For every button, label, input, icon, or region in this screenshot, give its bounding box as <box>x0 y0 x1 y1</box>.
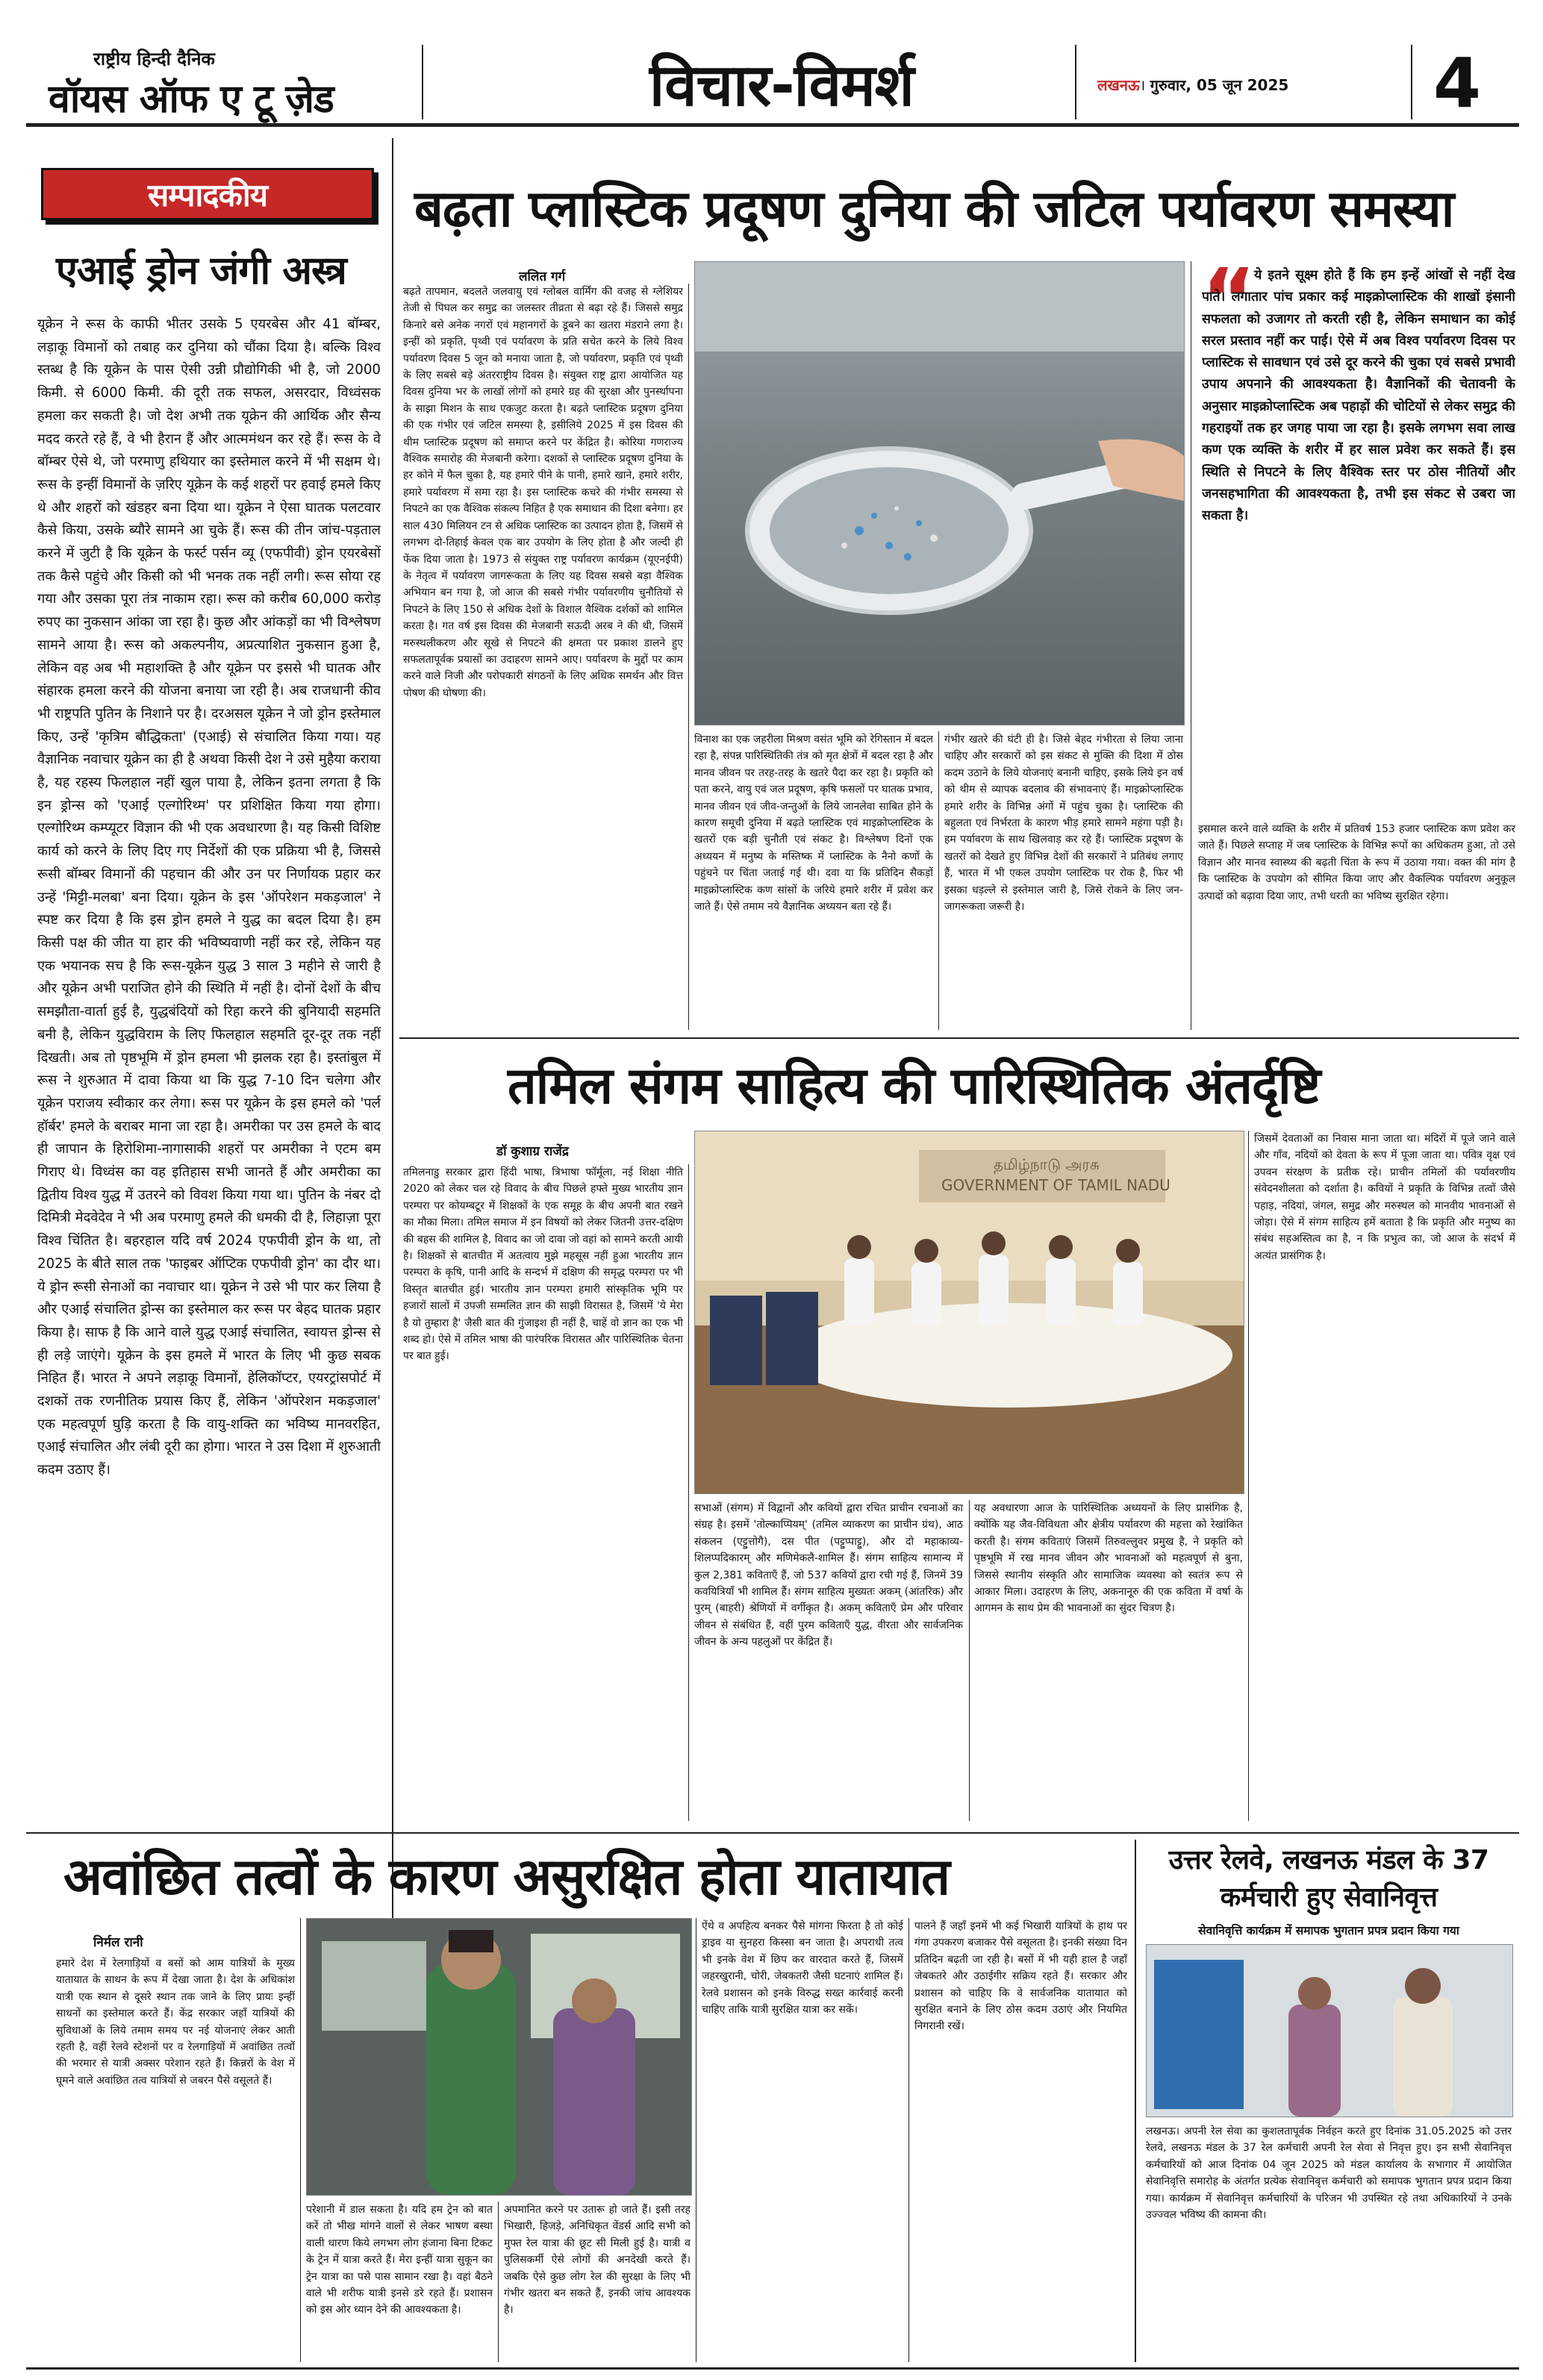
dateline-city: लखनऊ <box>1097 76 1140 94</box>
column-divider <box>392 138 393 1925</box>
dateline-date: गुरुवार, 05 जून 2025 <box>1150 76 1289 94</box>
masthead-name: वॉयस ऑफ ए टू ज़ेड <box>49 77 334 122</box>
article3-col5: पालने हैं जहाँ इनमें भी कई भिखारी यात्रियों के हाथ पर गंगा उपकरण बजाकर पैसे वसूलता है। इनकी संख्या दिन प्रतिदिन बढ़ती जा रही है। बसों में भी यही हाल है जहाँ जेबकतरे और उठाईगीर सक्रिय रहते हैं। सरकार और प्रशासन को चाहिए कि वे सार्वजनिक यातायात को सुरक्षित बनाने के लिए ठोस कदम उठाएं और नियमित निगरानी रखें। <box>914 1920 1127 2033</box>
train-passengers-photo <box>306 1918 692 2196</box>
article1-col1: बढ़ते तापमान, बदलते जलवायु एवं ग्लोबल वार्मिंग की वजह से ग्लेशियर तेजी से पिघल कर समुद्र का जलस्तर तीव्रता से बढ़ा रहे हैं। जिससे समुद्र किनारे बसे अनेक नगरों एवं महानगरों के डूबने का खतरा मंडराने लगा है। इन्हीं को प्रकृति, पृथ्वी एवं पर्यावरण के प्रति सचेत करने के लिये विश्व पर्यावरण दिवस 5 जून को मनाया जाता है, जो पर्यावरण, प्रकृति एवं पृथ्वी के लिए सबसे बड़े अंतरराष्ट्रीय दिवस है। संयुक्त राष्ट्र द्वारा आयोजित यह दिवस दुनिया भर के लाखों लोगों को हमारे ग्रह की सुरक्षा और पुनर्स्थापना के साझा मिशन के साथ एकजुट करता है। बढ़ते प्लास्टिक प्रदूषण दुनिया की एक गंभीर एवं जटिल समस्या है, इसीलिये 2025 में इस दिवस की थीम प्लास्टिक प्रदूषण को समाप्त करने पर केंद्रित है। कोरिया गणराज्य वैश्विक समारोह की मेजबानी करेगा। दशकों से प्लास्टिक प्रदूषण दुनिया के हर कोने में फैल चुका है, यह हमारे पीने के पानी, हमारे खाने, हमारे शरीर, हमारे पर्यावरण में समा रहा है। इस प्लास्टिक कचरे की गंभीर समस्या से निपटने का एक वैश्विक संकल्प निहित है एक समाधान की दिशा बनेगा। हर साल 430 मिलियन टन से अधिक प्लास्टिक का उत्पादन होता है, जिसमें से लगभग दो-तिहाई केवल एक बार उपयोग के लिए होता है और जल्दी ही फेंक दिया जाता है। 1973 से संयुक्त राष्ट्र पर्यावरण कार्यक्रम (यूएनईपी) के नेतृत्व में पर्यावरण जागरूकता के लिए यह दिवस सबसे बड़ा वैश्विक अभियान बन गया है, जो आज की सबसे गंभीर पर्यावरणीय चुनौतियों से निपटने के लिए 150 से अधिक देशों के विशाल वैश्विक दर्शकों को शामिल करता है। गत वर्ष इस दिवस की मेजबानी सऊदी अरब ने की थी, जिसमें मरुस्थलीकरण और सूखे से निपटने की क्षमता पर प्रकाश डालने हुए सफलतापूर्वक प्रयासों का उदाहरण सामने आए। पर्यावरण के मुद्दों पर काम करने वाले निजी और परोपकारी संगठनों के लिए अधिक समर्थन और वित्त पोषण की घोषणा की। <box>403 286 683 699</box>
column-divider <box>498 2202 499 2362</box>
column-divider <box>938 731 939 1030</box>
article3-col3: अपमानित करने पर उतारू हो जाते हैं। इसी तरह भिखारी, हिजड़े, अनिधिकृत वेंडर्स आदि सभी को मुफ्त रेल यात्रा की छूट सी मिली हुई है। यात्री व पुलिसकर्मी ऐसे लोगों की अनदेखी करते हैं। जबकि ऐसे कुछ लोग रेल की सुरक्षा के लिए भी गंभीर खतरा बन सकते हैं, इनकी जांच आवश्यक है। <box>504 2204 691 2317</box>
news-headline: उत्तर रेलवे, लखनऊ मंडल के 37 कर्मचारी हुए सेवानिवृत्त <box>1168 1845 1489 1913</box>
column-divider <box>1135 1840 1136 2362</box>
article1-quote-mark: “ <box>1202 251 1256 346</box>
editorial-label: सम्पादकीय <box>147 177 268 213</box>
train-illustration <box>307 1919 691 2195</box>
article1-lower-col2: गंभीर खतरे की घंटी ही है। जिसे बेहद गंभीरता से लिया जाना चाहिए और सरकारों को इस संकट से मुक्ति की दिशा में ठोस कदम उठाने के लिये योजनाएं बनानी चाहिए, इसके लिये इन वर्ष को थीम से व्यापक बदलाव की संभावनाएं हैं। माइक्रोप्लास्टिक हमारे शरीर के विभिन्न अंगों में पहुंच चुका है। प्लास्टिक की बहुलता एवं निर्भरता के कारण भीड़ हमारे सामने महंगा पड़ी है। हम पर्यावरण के साथ खिलवाड़ कर रहे हैं। प्लास्टिक प्रदूषण के खतरों को देखते हुए विभिन्न देशों की सरकारों ने प्रतिबंध लगाए हैं, भारत में भी एकल उपयोग प्लास्टिक पर रोक है, फिर भी इसका धड़ल्ले से इस्तेमाल जारी है, जिसे रोकने के लिए जन-जागरूकता जरूरी है। <box>944 734 1183 913</box>
masthead-divider <box>1411 45 1412 119</box>
section-rule <box>399 1037 1519 1039</box>
column-divider <box>1248 1131 1249 1821</box>
article3-byline: निर्मल रानी <box>93 1935 143 1950</box>
column-divider <box>908 1918 909 2362</box>
editorial-body: यूक्रेन ने रूस के काफी भीतर उसके 5 एयरबेस और 41 बॉम्बर, लड़ाकू विमानों को तबाह कर दुनिया को चौंका दिया है। बल्कि विश्व स्तब्ध है कि यूक्रेन के पास ऐसी उन्नी प्रौद्योगिकी भी है, जो 2000 किमी. से 6000 किमी. की दूरी तक सफल, असरदार, विध्वंसक हमला कर सकती है। जो देश अभी तक यूक्रेन की आर्थिक और सैन्य मदद करते रहे हैं, वे भी हैरान हैं और आत्ममंथन कर रहे हैं। रूस के वे बॉम्बर ऐसे थे, जो परमाणु हथियार का इस्तेमाल करने में भी सक्षम थे। रूस के इन्हीं विमानों के ज़रिए यूक्रेन के कई शहरों पर हवाई हमले किए थे और शहरों को खंडहर बना दिया था। यूक्रेन ने ऐसा घातक पलटवार कैसे किया, उसके ब्यौरे सामने आ चुके हैं। रूस की तीन जांच-पड़ताल करने में जुटी है कि यूक्रेन के फर्स्ट पर्सन व्यू (एफपीवी) ड्रोन एयरबेसों तक कैसे पहुंचे और किसी को भी भनक तक नहीं लगी। रूस सोया रह गया और उसका पूरा तंत्र नाकाम रहा। रूस को करीब 60,000 करोड़ रुपए का नुकसान आंका जा रहा है। कुछ और आंकड़ों का भी विश्लेषण सामने आया है। रूस को अकल्पनीय, अप्रत्याशित नुकसान हुआ है, लेकिन वह अब भी महाशक्ति है और यूक्रेन पर इससे भी घातक और संहारक हमला करने की योजना बनाया जा रही है। अब राजधानी कीव भी राष्ट्रपति पुतिन के निशाने पर है। दरअसल यूक्रेन ने जो ड्रोन इस्तेमाल किए, उन्हें 'कृत्रिम बौद्धिकता' (एआई) से संचालित किया गया। यह वैज्ञानिक नवाचार यूक्रेन का ही है अथवा किसी देश ने उसे मुहैया कराया है, यह रहस्य फिलहाल नहीं खुल पाया है, लेकिन इतना लगता है कि इन ड्रोन्स को 'एआई एल्गोरिथ्म' पर प्रशिक्षित किया गया होगा। एल्गोरिथ्म कम्प्यूटर विज्ञान की भी एक अवधारणा है। यह किसी विशिष्ट कार्य को करने के लिए दिए गए निर्देशों की एक प्रक्रिया भी है, जिससे रूसी बॉम्बर विमानों की पहचान की और उन पर निर्णायक प्रहार कर उन्हें 'मिट्टी-मलबा' बना दिया। यूक्रेन के इस 'ऑपरेशन मकड़जाल' ने स्पष्ट कर दिया है कि इस ड्रोन हमले ने युद्ध का बदल दिया है। हम किसी पक्ष की जीत या हार की भविष्यवाणी नहीं कर रहे, लेकिन यह एक भयानक सच है कि रूस-यूक्रेन युद्ध 3 साल 3 महीने से जारी है और यूक्रेन अभी पराजित होने की स्थिति में नहीं है। दोनों देशों के बीच समझौता-वार्ता हुई है, युद्धबंदियों को रिहा करने की बुनियादी सहमति बनी है, लेकिन युद्धविराम के लिए फिलहाल सहमति दूर-दूर तक नहीं दिखती। अब तो पृष्ठभूमि में ड्रोन हमला भी झलक रहा है। इस्तांबुल में रूस ने शुरुआत में दावा किया था कि युद्ध 7-10 दिन चलेगा और यूक्रेन पराजय स्वीकार कर लेगा। रूस पर यूक्रेन के इस हमले को 'पर्ल हॉर्बर' हमले के बराबर माना जा रहा है। अमरीका पर उस हमले के बाद ही जापान के हिरोशिमा-नागासाकी शहरों पर अमरीका ने एटम बम गिराए थे। विध्वंस का वह इतिहास सभी जानते हैं और अमरीका का द्वितीय विश्व युद्ध में उतरने को विवश किया गया था। पुतिन के नंबर दो दिमित्री मेदवेदेव ने भी अब परमाणु हमले की धमकी दी है, लिहाज़ा पूरा विश्व चिंतित है। बहरहाल यदि वर्ष 2024 एफपीवी ड्रोन के था, तो 2025 के बीते साल तक 'फाइबर ऑप्टिक एफपीवी ड्रोन' का दौर था। ये ड्रोन रूसी सेनाओं का नवाचार था। यूक्रेन ने उसे भी पार कर लिया है और एआई संचालित ड्रोन्स का इस्तेमाल कर रूस पर बेहद घातक प्रहार किया है। साफ है कि आने वाले युद्ध एआई संचालित, स्वायत्त ड्रोन्स से ही लड़े जाएंगे। यूक्रेन के इस हमले में भारत के लिए भी कुछ सबक निहित हैं। भारत ने अपने लड़ाकू विमानों, हेलिकॉप्टर, एयरट्रांसपोर्ट में दशकों तक रणनीतिक प्रयास किए हैं, लेकिन 'ऑपरेशन मकड़जाल' एक महत्वपूर्ण घुड़ि करता है कि वायु-शक्ति का भविष्य मानवरहित, एआई संचालित और लंबी दूरी का होगा। भारत ने उस दिशा में शुरुआती कदम उठाए हैं। <box>37 316 381 1478</box>
article2-col3: यह अवधारणा आज के पारिस्थितिक अध्ययनों के लिए प्रासंगिक है, क्योंकि यह जैव-विविधता और क्षेत्रीय पर्यावरण की महत्ता को रेखांकित करती है। संगम कविताएं जिसमें तिरुवल्लुवर प्रमुख है, ने प्रकृति को पृष्ठभूमि में रख मानव जीवन और भावनाओं को महत्वपूर्ण से बुना, जिससे स्थानीय संस्कृति और सामाजिक व्यवस्था को स्वतंत्र रूप से आकार मिला। उदाहरण के लिए, अकनानूरु की एक कविता में वर्षा के आगमन के साथ प्रेम की भावनाओं का सुंदर चित्रण है। <box>974 1502 1243 1615</box>
retirement-ceremony-photo <box>1146 1944 1513 2117</box>
article2-col1: तमिलनाडु सरकार द्वारा हिंदी भाषा, त्रिभाषा फॉर्मूला, नई शिक्षा नीति 2020 को लेकर चल रहे विवाद के बीच पिछले हफ्ते मुख्य भारतीय ज्ञान परम्परा पर कोयम्बटूर में शिक्षकों के एक समूह के बीच अपनी बात रखने का मौका मिला। तमिल समाज में इन विषयों को लेकर जितनी उत्तर-दक्षिण की बहस की शामिल है, विवाद का जो दावा जो वहां को सामने करती आयी है। शिक्षकों से बातचीत में अतत्वाय मुझे महसूस नहीं हुआ भारतीय ज्ञान परम्परा के कृषि, पानी आदि के सन्दर्भ में दक्षिण की समृद्ध परम्परा पर भी विस्तृत बातचीत हुई। भारतीय ज्ञान परम्परा हमारी सांस्कृतिक भूमि पर हजारों सालों में उपजी सम्मलित ज्ञान की साझी विरासत है, जिसमें 'ये मेरा है यो तुम्हारा है' जैसी बात की गुंजाइश ही नहीं है, चाहें वो ज्ञान का एक भी शब्द हो। ऐसे में तमिल भाषा की पारंपरिक विरासत और पारिस्थितिक चेतना पर बात हुई। <box>403 1166 683 1363</box>
article1-byline: ललित गर्ग <box>519 269 566 284</box>
masthead-divider <box>1075 45 1076 119</box>
article2-byline: डॉ कुशाग्र राजेंद्र <box>496 1144 569 1159</box>
photo-banner-tamil: தமிழ்நாடு அரசு <box>994 1155 1100 1173</box>
masthead <box>0 0 1543 134</box>
article3-col2: परेशानी में डाल सकता है। यदि हम ट्रेन को बात करें तो भीख मांगने वालों से लेकर भाषण बस्था वाली धारण किये लगभग लोग हंजाना बिना टिकट के ट्रेन में यात्रा करते हैं। मेरा इन्हीं यात्रा सुकून का ट्रेन यात्रा का पसे पास सामान रखा है। वहां बैठने वाले भी शरीफ यात्री इनसे डरे रहते हैं। प्रशासन को इस ओर ध्यान देने की आवश्यकता है। <box>306 2204 493 2317</box>
article1-headline: बढ़ता प्लास्टिक प्रदूषण दुनिया की जटिल पर्यावरण समस्या <box>414 180 1454 239</box>
article3-headline: अवांछित तत्वों के कारण असुरक्षित होता यातायात <box>63 1848 950 1907</box>
plastic-sieve-photo <box>694 261 1185 725</box>
masthead-divider <box>422 45 423 119</box>
editorial-label-box <box>41 168 374 220</box>
ceremony-illustration <box>1147 1945 1512 2117</box>
masthead-rule <box>26 123 1519 127</box>
footer-rule <box>26 2367 1519 2370</box>
article2-col4: जिसमें देवताओं का निवास माना जाता था। मंदिरों में पूजे जाने वाले और गाँव, नदियों को देवता के रूप में पूजा जाता था। पवित्र वृक्ष एवं उपवन संरक्षण के प्रतीक रहे। प्राचीन तमिलों की पर्यावरणीय संवेदनशीलता को दर्शाता है। कवियों ने प्रकृति के विभिन्न तत्वों जैसे पहाड़, नदियां, जंगल, समुद्र और मरुस्थल को मानवीय भावनाओं से जोड़ा। ऐसे में संगम साहित्य हमें बताता है कि प्रकृति और मनुष्य का संबंध सहअस्तित्व का है, न कि प्रभुत्व का, जो आज के संदर्भ में अत्यंत प्रासंगिक है। <box>1254 1133 1515 1262</box>
article1-quote: ये इतने सूक्ष्म होते हैं कि हम इन्हें आंखों से नहीं देख पाते। लगातार पांच प्रकार कई माइक्रोप्लास्टिक की शाखों इंसानी सफलता को उजागर तो करती रही है, लेकिन समाधान का कोई सरल प्रस्ताव नहीं कर पाई। ऐसे में अब विश्व पर्यावरण दिवस पर प्लास्टिक से सावधान एवं उसे दूर करने की चुका एवं सबसे प्रभावी उपाय अपनाने की आवश्यकता है। वैज्ञानिकों की चेतावनी के अनुसार माइक्रोप्लास्टिक अब पहाड़ों की चोटियों से लेकर समुद्र की गहराइयों तक हर जगह पाया जा रहा है। इसके लगभग सवा लाख कण एक व्यक्ति के शरीर में हर साल प्रवेश कर सकते हैं। इस स्थिति से निपटने के लिए वैश्विक स्तर पर ठोस नीतियों और जनसहभागिता की आवश्यकता है, तभी इस संकट से उबरा जा सकता है। <box>1202 268 1515 524</box>
photo-banner: GOVERNMENT OF TAMIL NADU <box>941 1176 1171 1194</box>
sieve-illustration <box>695 262 1184 725</box>
article2-headline: तमिल संगम साहित्य की पारिस्थितिक अंतर्दृष्टि <box>508 1057 1321 1116</box>
article1-quote-after: इसमाल करने वाले व्यक्ति के शरीर में प्रतिवर्ष 153 हजार प्लास्टिक कण प्रवेश कर जाते हैं। पिछले सप्ताह में जब प्लास्टिक के विभिन्न रूपों का अधिकतम हुआ, तो उसे विज्ञान और मानव स्वास्थ्य की बढ़ती चिंता के रूप में उठाया गया। वक्त की मांग है कि प्लास्टिक के उपयोग को सीमित किया जाए और वैकल्पिक पर्यावरण अनुकूल उत्पादों को बढ़ावा दिया जाए, तभी धरती का भविष्य सुरक्षित रहेगा। <box>1198 823 1515 902</box>
section-rule <box>26 1832 1519 1834</box>
dateline <box>1097 75 1288 95</box>
section-title: विचार-विमर्श <box>649 52 914 119</box>
news-body: लखनऊ। अपनी रेल सेवा का कुशलतापूर्वक निर्वहन करते हुए दिनांक 31.05.2025 को उत्तर रेलवे, लखनऊ मंडल के 37 रेल कर्मचारी अपनी रेल सेवा से निवृत्त हुए। इन सभी सेवानिवृत्त कर्मचारियों को आज दिनांक 04 जून 2025 को मंडल कार्यालय के सभागार में आयोजित सेवानिवृत्ति समारोह के अंतर्गत प्रत्येक सेवानिवृत्त कर्मचारी को समापक भुगतान प्रपत्र प्रदान किया गया। कार्यक्रम में सेवानिवृत्त कर्मचारियों के परिजन भी उपस्थित रहे तथा अधिकारियों ने उनके उज्ज्वल भविष्य की कामना की। <box>1146 2126 1512 2222</box>
masthead-tagline: राष्ट्रीय हिन्दी दैनिक <box>93 49 215 69</box>
editorial-column <box>30 138 388 1925</box>
column-divider <box>688 284 689 1030</box>
tamilnadu-meeting-photo <box>694 1131 1244 1494</box>
article2-col2: सभाओं (संगम) में विद्वानों और कवियों द्वारा रचित प्राचीन रचनाओं का संग्रह है। इसमें 'तोल्काप्पियम्' (तमिल व्याकरण का प्राचीन ग्रंथ), आठ संकलन (एट्टुत्तोगै), दस पीत (पट्टुप्पाट्टु), और दो महाकाव्य-शिलप्पदिकारम् और मणिमेकलै-शामिल हैं। संगम साहित्य सामान्य में कुल 2,381 कविताएँ हैं, जो 537 कवियों द्वारा रची गई हैं, जिनमें 39 कवयित्रियाँ भी शामिल हैं। संगम साहित्य मुख्यतः अकम् (आंतरिक) और पुरम् (बाहरी) श्रेणियों में वर्गीकृत है। अकम् कविताएँ प्रेम और परिवार जीवन से संबंधित हैं, वहीं पुरम कविताएँ युद्ध, वीरता और सार्वजनिक जीवन के अन्य पहलुओं पर केंद्रित हैं। <box>694 1502 963 1649</box>
article1-lower-col1: विनाश का एक जहरीला मिश्रण वसंत भूमि को रेगिस्तान में बदल रहा है, संपन्न पारिस्थितिकी तंत्र को मृत क्षेत्रों में बदल रहा है और मानव जीवन पर तरह-तरह के खतरे पैदा कर रहा है। प्रकृति को पता करने, वायु एवं जल प्रदूषण, कृषि फसलों पर घातक प्रभाव, मानव जीवन एवं जीव-जन्तुओं के लिये जानलेवा साबित होने के कारण समूची दुनिया में बढ़ते प्लास्टिक एवं माइक्रोप्लास्टिक के खतरों एक बड़ी चुनौती एवं संकट है। विश्लेषण दिनों एक अध्ययन में मनुष्य के मस्तिष्क में प्लास्टिक के नैनो कणों के पहुंचने पर चिंता जताई गई थी। दवा या कि प्रतिदिन सैकड़ों माइक्रोप्लास्टिक कण सांसों के जरिये हमारे शरीर में प्रवेश कर जाते हैं। ऐसे तमाम नये वैज्ञानिक अध्ययन बता रहे हैं। <box>694 734 933 913</box>
article3-col1: हमारे देश में रेलगाड़ियों व बसों को आम यात्रियों के मुख्य यातायात के साधन के रूप में देखा जाता है। देश के अधिकांश यात्री एक स्थान से दूसरे स्थान तक जाने के लिए प्रायः इन्हीं साधनों का इस्तेमाल करते हैं। केंद्र सरकार जहाँ यात्रियों की सुविधाओं के लिये तमाम समय पर नई योजनाएं लेकर आती रहती है, वहीं रेलवे स्टेशनों पर व रेलगाड़ियों में अवांछित तत्वों की भरमार से यात्री अक्सर परेशान रहते हैं। किन्नरों के वेश में घूमने वाले अवांछित तत्व यात्रियों से जबरन पैसे वसूलते हैं। <box>56 1958 295 2087</box>
column-divider <box>300 1918 301 2362</box>
dateline-sep: । <box>1139 76 1150 94</box>
column-divider <box>688 1164 689 1821</box>
news-subhead: सेवानिवृत्ति कार्यक्रम में समापक भुगतान प्रपत्र प्रदान किया गया <box>1198 1924 1459 1937</box>
editorial-headline: एआई ड्रोन जंगी अस्त्र <box>56 249 346 293</box>
column-divider <box>969 1500 970 1821</box>
article3-col4: ऐंथे व अपहित्य बनकर पैसे मांगना फिरता है तो कोई ड्राइव या सुनहरा किस्सा बन जाता है। अपराधी तत्व भी इनके वेश में छिप कर वारदात करते हैं, जिसमें जहरखुरानी, चोरी, जेबकतरी जैसी घटनाएं शामिल हैं। रेलवे प्रशासन को इनके विरुद्ध सख्त कार्रवाई करनी चाहिए ताकि यात्री सुरक्षित यात्रा कर सकें। <box>702 1920 903 2017</box>
page-number: 4 <box>1433 43 1481 123</box>
